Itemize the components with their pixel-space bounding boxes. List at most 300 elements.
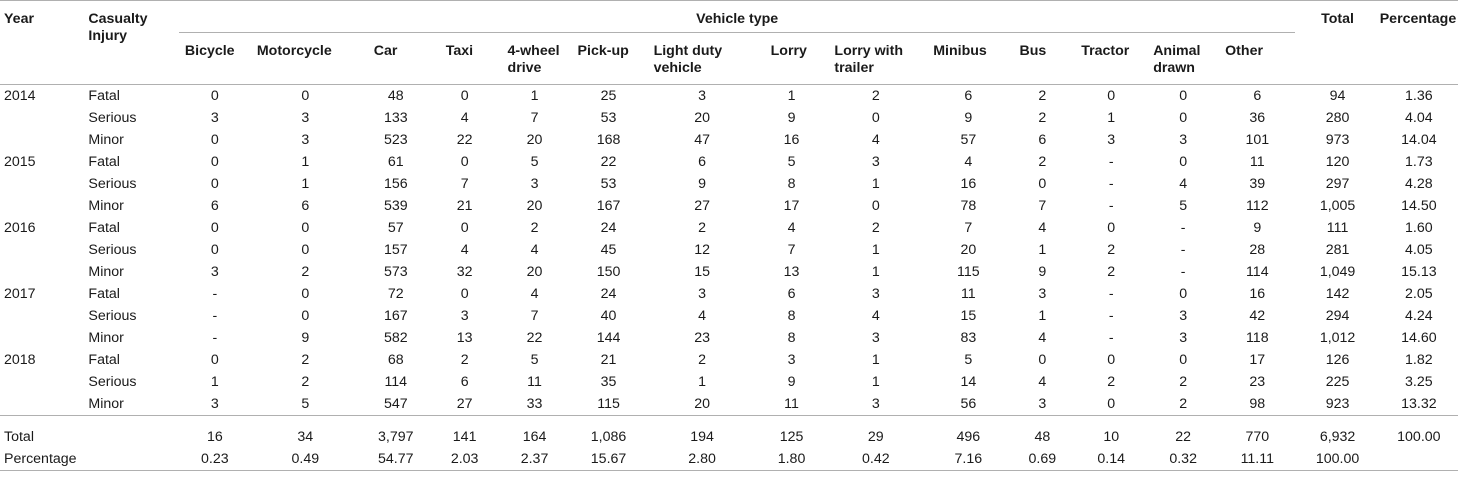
row-injury: Fatal	[88, 88, 120, 104]
cell-value: 9	[787, 374, 796, 390]
cell-value: -	[1108, 176, 1114, 192]
table-row	[0, 173, 1458, 195]
cell-value: -	[1108, 154, 1114, 170]
cell-value: 3	[210, 396, 219, 412]
cell-value: 5	[964, 352, 973, 368]
cell-value: 33	[526, 396, 543, 412]
cell-value: 101	[1245, 132, 1270, 148]
row-injury: Serious	[88, 308, 137, 324]
table-row	[0, 151, 1458, 173]
cell-value: 157	[383, 242, 408, 258]
cell-value: 20	[694, 110, 710, 126]
cell-value: 2	[1179, 374, 1188, 390]
row-percentage: 4.04	[1405, 110, 1433, 126]
row-injury: Minor	[88, 264, 124, 280]
cell-value: 16	[960, 176, 977, 192]
table-row	[0, 261, 1458, 283]
cell-value: 48	[387, 88, 404, 104]
cell-value: 115	[957, 264, 980, 280]
cell-value: 24	[600, 220, 617, 236]
cell-value: 28	[1249, 242, 1266, 258]
table-row	[0, 217, 1458, 239]
cell-value: 72	[387, 286, 404, 302]
cell-value: 45	[600, 242, 617, 258]
row-year	[0, 261, 88, 283]
row-year	[0, 173, 88, 195]
header-vehicle-11: Tractor	[1081, 43, 1130, 59]
cell-value: 17	[783, 198, 800, 214]
cell-value: 3	[460, 308, 469, 324]
cell-value: 133	[383, 110, 408, 126]
cell-value: 8	[787, 176, 796, 192]
footer-value: 2.03	[450, 451, 479, 467]
cell-value: 1	[530, 88, 539, 104]
cell-value: 0	[460, 154, 469, 170]
row-injury: Serious	[88, 374, 137, 390]
cell-value: 3	[530, 176, 539, 192]
cell-value: 1	[871, 374, 880, 390]
row-total: 297	[1325, 176, 1350, 192]
cell-value: 3	[871, 154, 880, 170]
cell-value: 2	[301, 374, 310, 390]
cell-value: 20	[526, 132, 543, 148]
cell-value: 0	[1038, 176, 1047, 192]
cell-value: 15	[694, 264, 710, 280]
header-vehicle-type: Vehicle type	[179, 1, 1296, 33]
cell-value: 2	[1038, 88, 1047, 104]
footer-value: 125	[779, 429, 804, 445]
cell-value: 3	[210, 264, 219, 280]
cell-value: 150	[596, 264, 621, 280]
footer-total: 6,932	[1319, 429, 1356, 445]
row-injury: Fatal	[88, 154, 120, 170]
cell-value: 5	[301, 396, 310, 412]
cell-value: 115	[597, 396, 620, 412]
header-total: Total	[1321, 11, 1354, 27]
cell-value: 20	[526, 264, 543, 280]
footer-percentage: 100.00	[1397, 429, 1441, 445]
row-total: 142	[1325, 286, 1350, 302]
cell-value: 2	[460, 352, 469, 368]
cell-value: 4	[1038, 374, 1047, 390]
cell-value: 9	[1253, 220, 1262, 236]
footer-value: 2.37	[520, 451, 549, 467]
cell-value: 22	[600, 154, 617, 170]
row-year: 2017	[4, 286, 36, 302]
row-total: 973	[1325, 132, 1350, 148]
footer-value: 48	[1034, 429, 1051, 445]
cell-value: 39	[1249, 176, 1266, 192]
table-row	[0, 305, 1458, 327]
footer-value: 141	[452, 429, 477, 445]
header-vehicle-1: Motorcycle	[256, 43, 332, 59]
cell-value: 20	[526, 198, 543, 214]
cell-value: 47	[694, 132, 710, 148]
cell-value: 1	[301, 176, 310, 192]
row-injury: Minor	[88, 198, 124, 214]
row-year	[0, 195, 88, 217]
cell-value: 2	[1107, 242, 1116, 258]
cell-value: 167	[383, 308, 408, 324]
cell-value: 547	[383, 396, 408, 412]
cell-value: 27	[694, 198, 710, 214]
cell-value: 2	[871, 220, 880, 236]
row-percentage: 1.73	[1405, 154, 1433, 170]
cell-value: 112	[1245, 198, 1269, 214]
cell-value: 3	[301, 132, 310, 148]
cell-value: 2	[1107, 264, 1116, 280]
cell-value: 32	[456, 264, 473, 280]
row-total: 120	[1325, 154, 1350, 170]
row-year	[0, 371, 88, 393]
cell-value: 0	[210, 220, 219, 236]
cell-value: -	[1180, 264, 1186, 280]
cell-value: 53	[600, 176, 617, 192]
cell-value: 0	[1038, 352, 1047, 368]
cell-value: 0	[871, 198, 880, 214]
cell-value: 5	[787, 154, 796, 170]
cell-value: 7	[530, 308, 539, 324]
cell-value: 8	[787, 330, 796, 346]
cell-value: 0	[301, 242, 310, 258]
footer-value: 54.77	[378, 451, 414, 467]
cell-value: 21	[456, 198, 473, 214]
cell-value: 16	[1249, 286, 1266, 302]
row-percentage: 2.05	[1405, 286, 1433, 302]
cell-value: 13	[456, 330, 473, 346]
header-vehicle-10: Bus	[1019, 43, 1047, 59]
row-total: 1,049	[1319, 264, 1356, 280]
cell-value: 6	[210, 198, 219, 214]
cell-value: 4	[964, 154, 973, 170]
row-year	[0, 327, 88, 349]
footer-value: 1,086	[590, 429, 627, 445]
cell-value: 3	[871, 286, 880, 302]
cell-value: 1	[871, 264, 880, 280]
cell-value: 0	[871, 110, 880, 126]
row-year	[0, 107, 88, 129]
cell-value: 98	[1249, 396, 1266, 412]
footer-value: 22	[1175, 429, 1192, 445]
cell-value: 4	[698, 308, 707, 324]
cell-value: 7	[530, 110, 539, 126]
cell-value: -	[1180, 220, 1186, 236]
row-injury: Fatal	[88, 286, 120, 302]
cell-value: 3	[1107, 132, 1116, 148]
row-percentage: 1.36	[1405, 88, 1433, 104]
footer-value: 16	[206, 429, 223, 445]
cell-value: 0	[460, 220, 469, 236]
row-total: 1,012	[1319, 330, 1356, 346]
row-year: 2014	[4, 88, 36, 104]
table-row	[0, 371, 1458, 393]
row-percentage: 14.04	[1401, 132, 1437, 148]
cell-value: 27	[456, 396, 473, 412]
footer-value: 0.69	[1028, 451, 1057, 467]
cell-value: -	[212, 308, 218, 324]
cell-value: 0	[460, 88, 469, 104]
cell-value: 11	[1249, 154, 1265, 170]
cell-value: 1	[1107, 110, 1116, 126]
cell-value: 16	[783, 132, 800, 148]
row-total: 111	[1326, 220, 1349, 236]
cell-value: 0	[1179, 352, 1188, 368]
cell-value: 3	[698, 88, 707, 104]
row-year: 2016	[4, 220, 36, 236]
cell-value: 21	[600, 352, 617, 368]
footer-value: 29	[867, 429, 884, 445]
cell-value: 0	[460, 286, 469, 302]
cell-value: 4	[1038, 220, 1047, 236]
cell-value: 83	[960, 330, 977, 346]
row-injury: Serious	[88, 242, 137, 258]
cell-value: 20	[960, 242, 977, 258]
row-percentage: 13.32	[1401, 396, 1437, 412]
cell-value: 6	[301, 198, 310, 214]
cell-value: 0	[1107, 396, 1116, 412]
cell-value: 0	[1179, 286, 1188, 302]
footer-value: 10	[1103, 429, 1120, 445]
table-row	[0, 283, 1458, 305]
row-injury: Fatal	[88, 220, 120, 236]
cell-value: 23	[1249, 374, 1266, 390]
table-row	[0, 239, 1458, 261]
cell-value: 0	[301, 220, 310, 236]
cell-value: 8	[787, 308, 796, 324]
cell-value: 1	[1038, 308, 1047, 324]
row-total: 280	[1325, 110, 1350, 126]
cell-value: 523	[383, 132, 408, 148]
row-injury: Serious	[88, 176, 137, 192]
cell-value: 68	[387, 352, 404, 368]
row-total: 225	[1325, 374, 1350, 390]
cell-value: 6	[1253, 88, 1262, 104]
cell-value: 22	[456, 132, 473, 148]
cell-value: 6	[964, 88, 973, 104]
header-vehicle-13: Other	[1225, 43, 1263, 59]
cell-value: -	[1108, 308, 1114, 324]
row-injury: Minor	[88, 396, 124, 412]
cell-value: 4	[871, 132, 880, 148]
row-total: 923	[1325, 396, 1350, 412]
row-year	[0, 305, 88, 327]
cell-value: 0	[210, 88, 219, 104]
cell-value: 0	[1107, 220, 1116, 236]
cell-value: 2	[301, 264, 310, 280]
header-vehicle-5: Pick-up	[577, 43, 629, 59]
footer-value: 164	[522, 429, 547, 445]
cell-value: 1	[871, 176, 880, 192]
row-total: 294	[1325, 308, 1350, 324]
cell-value: 1	[1038, 242, 1047, 258]
cell-value: 2	[1107, 374, 1116, 390]
footer-total: 100.00	[1315, 451, 1360, 467]
row-total: 1,005	[1319, 198, 1356, 214]
cell-value: 2	[1179, 396, 1188, 412]
cell-value: 2	[698, 220, 707, 236]
cell-value: 2	[871, 88, 880, 104]
cell-value: 3	[871, 330, 880, 346]
cell-value: 3	[301, 110, 310, 126]
cell-value: 11	[960, 286, 976, 302]
table-row	[0, 393, 1458, 416]
cell-value: 2	[698, 352, 707, 368]
cell-value: 9	[301, 330, 310, 346]
cell-value: 1	[210, 374, 219, 390]
row-year	[0, 239, 88, 261]
row-percentage: 1.82	[1405, 352, 1433, 368]
cell-value: 5	[530, 352, 539, 368]
cell-value: 0	[210, 154, 219, 170]
cell-value: 35	[600, 374, 617, 390]
cell-value: 56	[960, 396, 977, 412]
row-percentage: 4.28	[1405, 176, 1433, 192]
cell-value: 0	[1179, 154, 1188, 170]
row-year: 2018	[4, 352, 36, 368]
header-percentage: Percentage	[1379, 11, 1457, 27]
cell-value: 2	[1038, 154, 1047, 170]
cell-value: 114	[1245, 264, 1269, 280]
cell-value: 0	[210, 132, 219, 148]
cell-value: 4	[530, 242, 539, 258]
footer-value: 496	[956, 429, 981, 445]
cell-value: 1	[787, 88, 796, 104]
footer-value: 15.67	[590, 451, 627, 467]
row-injury: Minor	[88, 132, 124, 148]
row-percentage: 14.60	[1401, 330, 1437, 346]
header-vehicle-8: Lorry with trailer	[834, 43, 903, 76]
cell-value: 78	[960, 198, 977, 214]
cell-value: 4	[1179, 176, 1188, 192]
cell-value: 1	[301, 154, 310, 170]
row-total: 281	[1325, 242, 1350, 258]
cell-value: 5	[1179, 198, 1188, 214]
cell-value: 0	[210, 176, 219, 192]
footer-value: 0.14	[1097, 451, 1126, 467]
table-row	[0, 129, 1458, 151]
cell-value: 9	[964, 110, 973, 126]
cell-value: 61	[387, 154, 404, 170]
cell-value: 4	[787, 220, 796, 236]
row-year: 2015	[4, 154, 36, 170]
cell-value: 6	[787, 286, 796, 302]
footer-value: 0.23	[201, 451, 229, 467]
row-percentage: 1.60	[1405, 220, 1433, 236]
cell-value: 3	[1038, 396, 1047, 412]
header-vehicle-12: Animal drawn	[1153, 43, 1201, 76]
cell-value: 42	[1249, 308, 1266, 324]
table-row	[0, 327, 1458, 349]
row-total: 126	[1325, 352, 1350, 368]
row-injury: Fatal	[88, 352, 120, 368]
footer-value: 0.42	[862, 451, 890, 467]
cell-value: 1	[698, 374, 707, 390]
cell-value: 4	[460, 242, 469, 258]
cell-value: 1	[871, 352, 880, 368]
cell-value: 0	[301, 286, 310, 302]
cell-value: -	[1108, 198, 1114, 214]
cell-value: 0	[1179, 88, 1188, 104]
cell-value: 156	[383, 176, 408, 192]
cell-value: 7	[460, 176, 469, 192]
cell-value: 53	[600, 110, 617, 126]
cell-value: -	[212, 286, 218, 302]
footer-value: 0.32	[1169, 451, 1197, 467]
table-row	[0, 195, 1458, 217]
footer-value: 770	[1245, 429, 1270, 445]
cell-value: 0	[210, 242, 219, 258]
row-total: 94	[1329, 88, 1346, 104]
footer-value: 7.16	[954, 451, 983, 467]
footer-label: Percentage	[4, 451, 77, 467]
cell-value: 582	[383, 330, 408, 346]
cell-value: 40	[600, 308, 617, 324]
cell-value: 1	[871, 242, 880, 258]
table-row	[0, 107, 1458, 129]
cell-value: 114	[384, 374, 408, 390]
header-vehicle-2: Car	[373, 43, 398, 59]
cell-value: 20	[694, 396, 710, 412]
cell-value: 6	[698, 154, 707, 170]
cell-value: 2	[301, 352, 310, 368]
header-vehicle-6: Light duty vehicle	[653, 43, 723, 76]
cell-value: 3	[1179, 132, 1188, 148]
header-vehicle-3: Taxi	[445, 43, 474, 59]
footer-percentage	[1380, 448, 1458, 471]
cell-value: 539	[383, 198, 408, 214]
cell-value: 0	[1179, 110, 1188, 126]
header-vehicle-7: Lorry	[770, 43, 807, 59]
cell-value: 5	[530, 154, 539, 170]
cell-value: 573	[383, 264, 408, 280]
cell-value: 0	[1107, 352, 1116, 368]
row-percentage: 3.25	[1405, 374, 1433, 390]
row-injury: Serious	[88, 110, 137, 126]
cell-value: 36	[1249, 110, 1266, 126]
cell-value: 11	[527, 374, 542, 390]
cell-value: 168	[596, 132, 621, 148]
cell-value: 6	[1038, 132, 1047, 148]
cell-value: 0	[301, 308, 310, 324]
cell-value: 4	[530, 286, 539, 302]
footer-value: 3,797	[378, 429, 414, 445]
footer-value: 0.49	[291, 451, 320, 467]
header-vehicle-9: Minibus	[933, 43, 987, 59]
cell-value: 4	[460, 110, 469, 126]
cell-value: 9	[787, 110, 796, 126]
cell-value: 7	[964, 220, 973, 236]
cell-value: 7	[1038, 198, 1047, 214]
header-vehicle-4: 4-wheel drive	[507, 43, 560, 76]
cell-value: 9	[1038, 264, 1047, 280]
cell-value: 3	[1179, 330, 1188, 346]
table-row	[0, 85, 1458, 108]
row-percentage: 15.13	[1401, 264, 1437, 280]
row-year	[0, 129, 88, 151]
cell-value: 17	[1249, 352, 1266, 368]
cell-value: 3	[1179, 308, 1188, 324]
footer-value: 2.80	[688, 451, 716, 467]
cell-value: 11	[784, 396, 799, 412]
cell-value: -	[1108, 330, 1114, 346]
cell-value: 25	[600, 88, 617, 104]
header-vehicle-0: Bicycle	[184, 43, 235, 59]
cell-value: 6	[460, 374, 469, 390]
cell-value: 15	[960, 308, 977, 324]
cell-value: 3	[871, 396, 880, 412]
row-percentage: 14.50	[1401, 198, 1437, 214]
cell-value: 13	[783, 264, 800, 280]
